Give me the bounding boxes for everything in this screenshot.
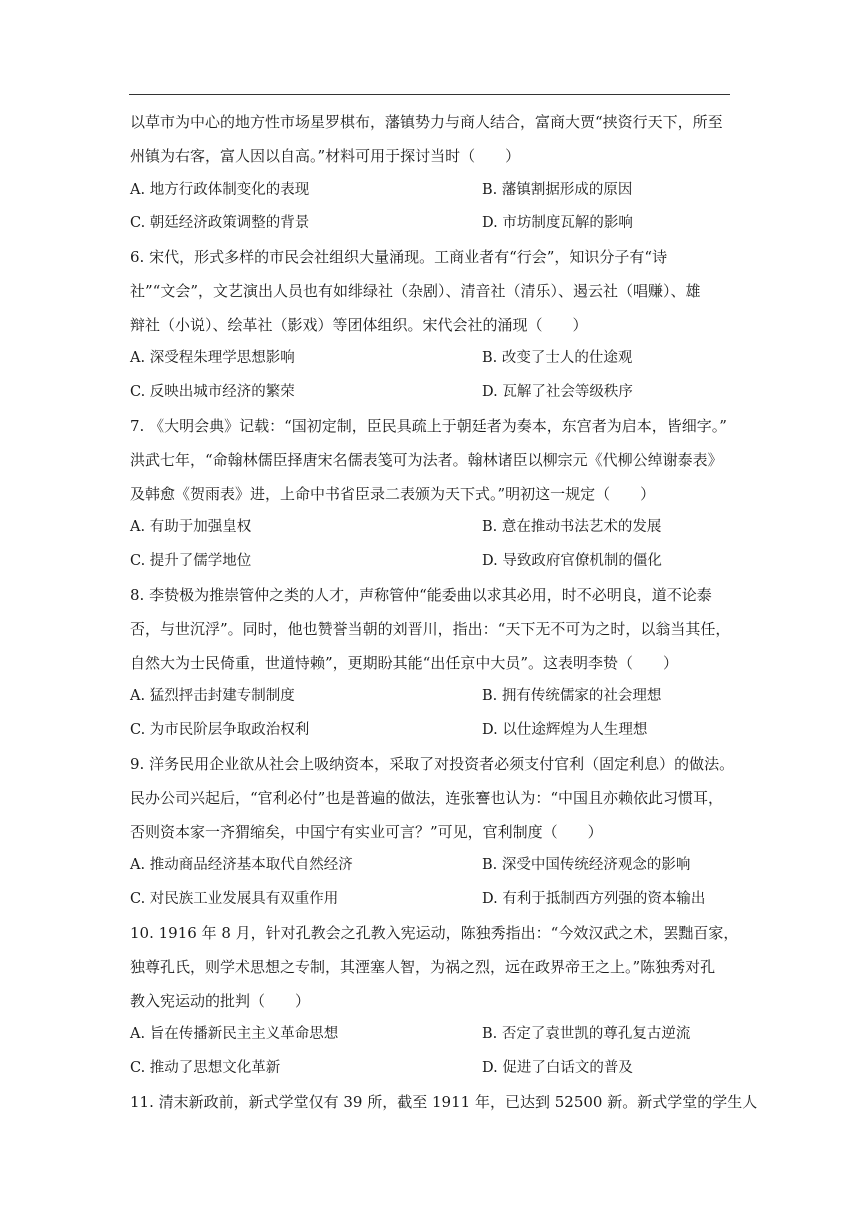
q7-text-line-1: 7. 《大明会典》记载：“国初定制，臣民具疏上于朝廷者为奏本，东宫者为启本，皆细字。” [130,417,727,435]
q5-option-c: C. 朝廷经济政策调整的背景 [130,215,310,231]
q9-option-d: D. 有利于抵制西方列强的资本输出 [482,891,706,907]
q8-text-line-1: 8. 李贽极为推崇管仲之类的人才，声称管仲“能委曲以求其必用，时不必明良，道不论泰 [130,586,712,604]
q8-text-line-3: 自然大为士民倚重，世道恃赖”，更期盼其能“出任京中大员”。这表明李贽（ ） [130,654,679,672]
q8-option-a: A. 猛烈抨击封建专制制度 [130,688,295,704]
q9-text-line-2: 民办公司兴起后，“官利必付”也是普遍的做法，连张謇也认为：“中国且亦赖依此习惯耳， [130,789,724,807]
q10-option-a: A. 旨在传播新民主主义革命思想 [130,1026,339,1042]
q10-option-c: C. 推动了思想文化革新 [130,1060,281,1076]
q7-text-line-2: 洪武七年，“命翰林儒臣择唐宋名儒表笺可为法者。翰林诸臣以柳宗元《代柳公绰谢泰表》 [130,451,723,469]
q6-option-a: A. 深受程朱理学思想影响 [130,350,295,366]
q6-text-line-1: 6. 宋代，形式多样的市民会社组织大量涌现。工商业者有“行会”，知识分子有“诗 [130,248,668,266]
q5-option-a: A. 地方行政体制变化的表现 [130,182,310,198]
q10-option-d: D. 促进了白话文的普及 [482,1060,633,1076]
q5-option-d: D. 市坊制度瓦解的影响 [482,215,633,231]
q8-text-line-2: 否，与世沉浮”。同时，他也赞誉当朝的刘晋川，指出：“天下无不可为之时，以翁当其任， [130,620,731,638]
q6-option-c: C. 反映出城市经济的繁荣 [130,384,295,400]
q9-text-line-1: 9. 洋务民用企业欲从社会上吸纳资本，采取了对投资者必须支付官利（固定利息）的做法。 [130,755,735,773]
q7-option-c: C. 提升了儒学地位 [130,553,252,569]
q7-option-a: A. 有助于加强皇权 [130,519,252,535]
q10-text-line-2: 独尊孔氏，则学术思想之专制，其湮塞人智，为祸之烈，远在政界帝王之上。”陈独秀对孔 [130,958,716,976]
q10-option-b: B. 否定了袁世凯的尊孔复古逆流 [482,1026,691,1042]
q8-option-b: B. 拥有传统儒家的社会理想 [482,688,662,704]
q8-option-c: C. 为市民阶层争取政治权利 [130,722,310,738]
q6-text-line-2: 社”“文会”，文艺演出人员也有如绯绿社（杂剧）、清音社（清乐）、遏云社（唱赚）、雄 [130,282,701,300]
q5-text-line-1: 以草市为中心的地方性市场星罗棋布，藩镇势力与商人结合，富商大贾“挟资行天下，所至 [130,113,723,131]
q9-text-line-3: 否则资本家一齐猬缩矣，中国宁有实业可言？”可见，官利制度（ ） [130,823,603,841]
q8-option-d: D. 以仕途辉煌为人生理想 [482,722,648,738]
q6-option-d: D. 瓦解了社会等级秩序 [482,384,633,400]
q6-text-line-3: 辩社（小说）、绘革社（影戏）等团体组织。宋代会社的涌现（ ） [130,316,588,334]
q7-option-d: D. 导致政府官僚机制的僵化 [482,553,662,569]
q11-text-line-1: 11. 清末新政前，新式学堂仅有 39 所，截至 1911 年，已达到 52500 新。新式学堂的学生人 [130,1093,758,1111]
header-rule [129,94,730,95]
q9-option-a: A. 推动商品经济基本取代自然经济 [130,857,353,873]
q7-text-line-3: 及韩愈《贺雨表》进，上命中书省臣录二表颁为天下式。”明初这一规定（ ） [130,485,656,503]
q7-option-b: B. 意在推动书法艺术的发展 [482,519,662,535]
q10-text-line-3: 教入宪运动的批判（ ） [130,992,311,1010]
q5-option-b: B. 藩镇割据形成的原因 [482,182,633,198]
q10-text-line-1: 10. 1916 年 8 月，针对孔教会之孔教入宪运动，陈独秀指出：“今效汉武之术，罢黜百家， [130,924,739,942]
q9-option-c: C. 对民族工业发展具有双重作用 [130,891,339,907]
q9-option-b: B. 深受中国传统经济观念的影响 [482,857,691,873]
q5-text-line-2: 州镇为右客，富人因以自高。”材料可用于探讨当时（ ） [130,147,521,165]
q6-option-b: B. 改变了士人的仕途观 [482,350,633,366]
